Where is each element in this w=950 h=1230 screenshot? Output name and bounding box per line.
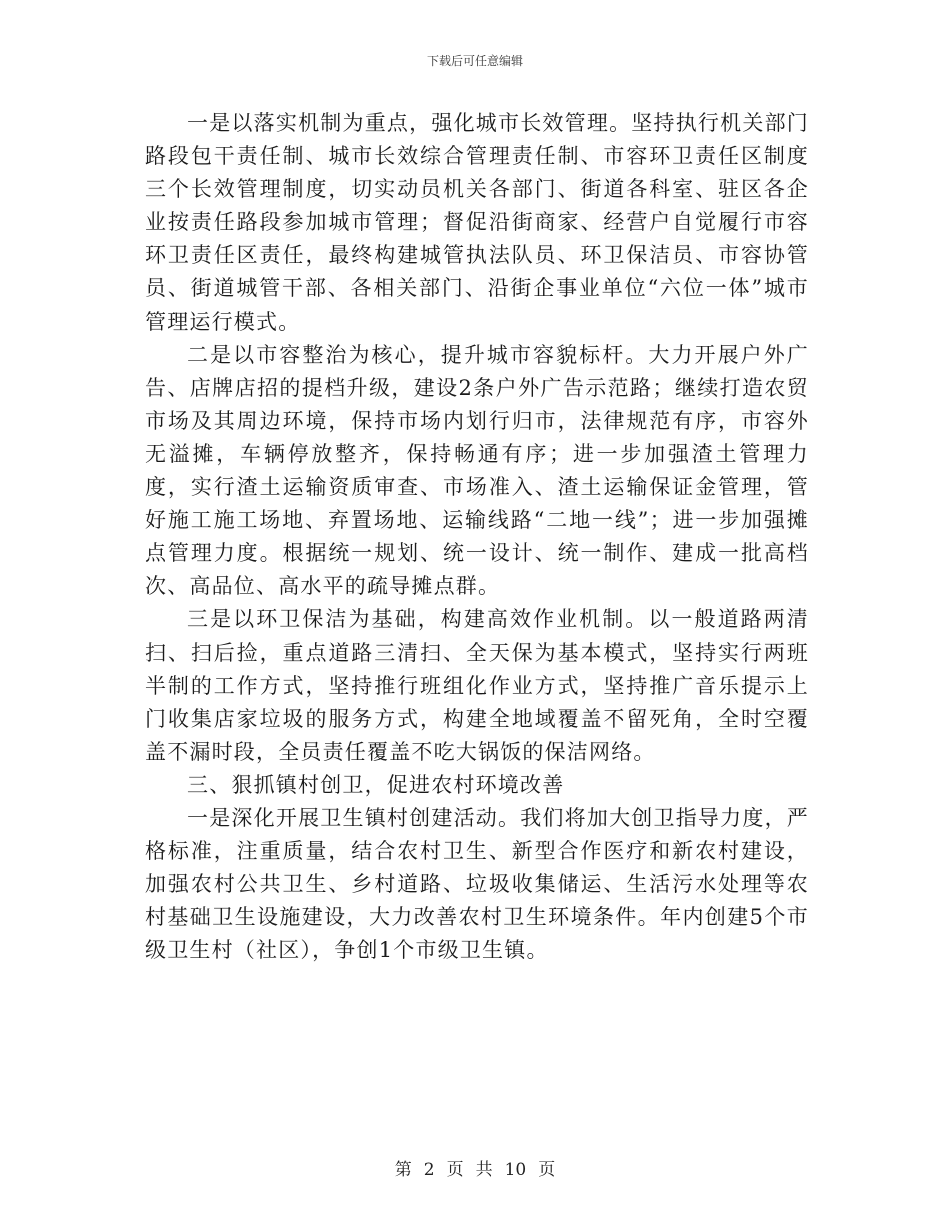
footer-current-page: 2 bbox=[423, 1160, 435, 1180]
footer-total-pages: 10 bbox=[504, 1160, 527, 1180]
header-note: 下载后可任意编辑 bbox=[426, 54, 523, 68]
paragraph-3: 三是以环卫保洁为基础，构建高效作业机制。以一般道路两清扫、扫后捡，重点道路三清扫、全天保为基本模式，坚持实行两班半制的工作方式，坚持推行班组化作业方式，坚持推广音乐提示上门收集店家垃圾的服务方式，构建全地域覆盖不留死角，全时空覆盖不漏时段，全员责任覆盖不吃大锅饭的保洁网络。 bbox=[145, 607, 809, 764]
paragraph-2: 二是以市容整治为核心，提升城市容貌标杆。大力开展户外广告、店牌店招的提档升级，建设2条户外广告示范路；继续打造农贸市场及其周边环境，保持市场内划行归市，法律规范有序，市容外无溢摊，车辆停放整齐，保持畅通有序；进一步加强渣土管理力度，实行渣土运输资质审查、市场准入、渣土运输保证金管理，管好施工施工场地、弃置场地、运输线路“二地一线”；进一步加强摊点管理力度。根据统一规划、统一设计、统一制作、建成一批高档次、高品位、高水平的疏导摊点群。 bbox=[145, 342, 809, 599]
paragraph-4: 一是深化开展卫生镇村创建活动。我们将加大创卫指导力度，严格标准，注重质量，结合农村卫生、新型合作医疗和新农村建设，加强农村公共卫生、乡村道路、垃圾收集储运、生活污水处理等农村基础卫生设施建设，大力改善农村卫生环境条件。年内创建5个市级卫生村（社区），争创1个市级卫生镇。 bbox=[145, 805, 809, 963]
document-body bbox=[145, 107, 809, 967]
footer-prefix: 第 bbox=[394, 1160, 412, 1180]
paragraph-1: 一是以落实机制为重点，强化城市长效管理。坚持执行机关部门路段包干责任制、城市长效综合管理责任制、市容环卫责任区制度三个长效管理制度，切实动员机关各部门、街道各科室、驻区各企业按责任路段参加城市管理；督促沿街商家、经营户自觉履行市容环卫责任区责任，最终构建城管执法队员、环卫保洁员、市容协管员、街道城管干部、各相关部门、沿街企事业单位“六位一体”城市管理运行模式。 bbox=[145, 111, 809, 334]
footer-suffix: 页 bbox=[538, 1160, 556, 1180]
footer-total-word: 共 bbox=[475, 1160, 493, 1180]
section-heading: 三、狠抓镇村创卫，促进农村环境改善 bbox=[187, 772, 565, 797]
page-footer bbox=[0, 1155, 950, 1180]
footer-page-word: 页 bbox=[446, 1160, 464, 1180]
